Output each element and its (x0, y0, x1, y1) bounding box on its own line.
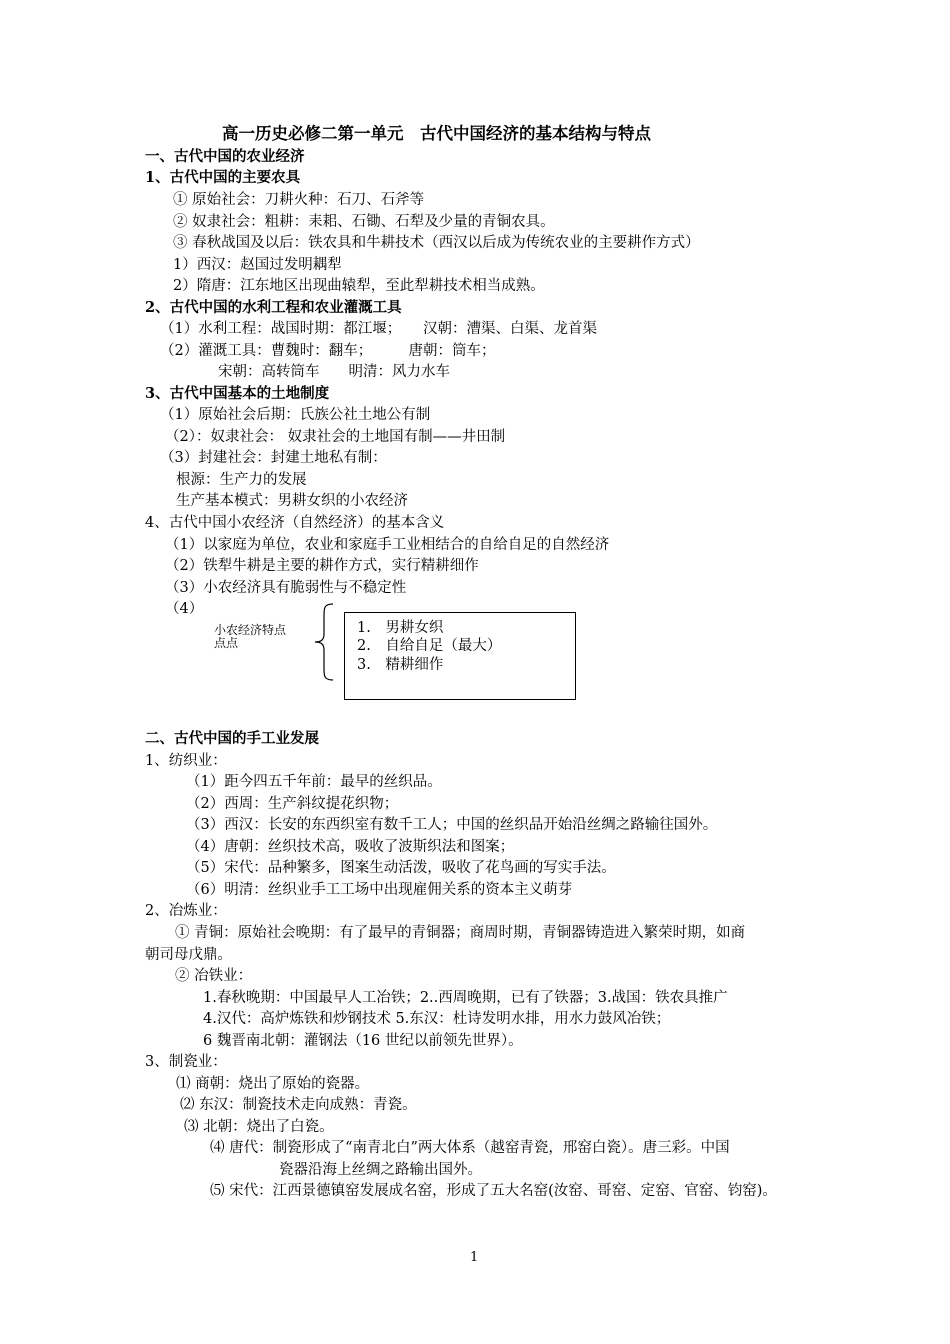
feature-label: 小农经济特点 (214, 623, 287, 637)
list-item: 1. 男耕女织 (357, 620, 444, 636)
subheading-porcelain: 3、制瓷业： (145, 1054, 227, 1070)
list-item: （2）铁犁牛耕是主要的耕作方式，实行精耕细作 (165, 558, 479, 574)
list-item: ① 原始社会：刀耕火种：石刀、石斧等 (173, 192, 425, 208)
list-item: （6）明清：丝织业手工工场中出现雇佣关系的资本主义萌芽 (186, 882, 573, 898)
list-item: 3. 精耕细作 (357, 657, 444, 673)
list-item: 1.春秋晚期：中国最早人工冶铁；2..西周晚期，已有了铁器；3.战国：铁农具推广 (203, 990, 728, 1006)
list-item: （1）以家庭为单位，农业和家庭手工业相结合的自给自足的自然经济 (165, 537, 610, 553)
list-item: （3）小农经济具有脆弱性与不稳定性 (165, 580, 407, 596)
list-item: 2）隋唐：江东地区出现曲辕犁，至此犁耕技术相当成熟。 (173, 278, 545, 294)
list-item: （1）原始社会后期：氏族公社土地公有制 (160, 407, 431, 423)
section-2-heading: 二、古代中国的手工业发展 (145, 730, 319, 747)
list-item: 瓷器沿海上丝绸之路输出国外。 (279, 1162, 482, 1178)
list-item: ② 奴隶社会：粗耕：耒耜、石锄、石犁及少量的青铜农具。 (173, 214, 555, 230)
list-item: 6 魏晋南北朝：灌钢法（16 世纪以前领先世界）。 (203, 1033, 523, 1049)
list-item: ① 青铜：原始社会晚期：有了最早的青铜器；商周时期，青铜器铸造进入繁荣时期，如商 (175, 925, 746, 941)
list-item: （1）距今四五千年前：最早的丝织品。 (186, 774, 442, 790)
list-item: ⑴ 商朝：烧出了原始的瓷器。 (176, 1076, 370, 1092)
list-item: 根源：生产力的发展 (176, 472, 307, 488)
brace-icon (313, 602, 335, 682)
list-item: 1）西汉：赵国过发明耦犁 (173, 257, 342, 273)
list-item: （2）：奴隶社会： 奴隶社会的土地国有制——井田制 (165, 429, 506, 445)
subheading-land-system: 3、古代中国基本的土地制度 (145, 385, 330, 402)
list-item: ③ 春秋战国及以后：铁农具和牛耕技术（西汉以后成为传统农业的主要耕作方式） (173, 235, 700, 251)
list-item: 生产基本模式：男耕女织的小农经济 (176, 493, 408, 509)
list-item: 4.汉代：高炉炼铁和炒钢技术 5.东汉：杜诗发明水排，用水力鼓风冶铁； (203, 1011, 671, 1027)
list-item: ⑶ 北朝：烧出了白瓷。 (184, 1119, 334, 1135)
list-item: ⑵ 东汉：制瓷技术走向成熟：青瓷。 (180, 1097, 417, 1113)
subheading-farm-tools: 1、古代中国的主要农具 (145, 169, 301, 186)
list-item: （4）唐朝：丝织技术高，吸收了波斯织法和图案； (186, 839, 515, 855)
list-item: （1）水利工程：战国时期：都江堰； 汉朝：漕渠、白渠、龙首渠 (160, 321, 597, 337)
section-1-heading: 一、古代中国的农业经济 (145, 148, 305, 165)
page-number: 1 (470, 1250, 479, 1265)
list-item: ⑸ 宋代：江西景德镇窑发展成名窑，形成了五大名窑(汝窑、哥窑、定窑、官窑、钧窑)。 (210, 1183, 777, 1199)
list-item: （2）灌溉工具：曹魏时：翻车； 唐朝：筒车； (160, 343, 496, 359)
list-item: ② 冶铁业： (175, 968, 253, 984)
list-item: （5）宋代：品种繁多，图案生动活泼，吸收了花鸟画的写实手法。 (186, 860, 616, 876)
subheading-metallurgy: 2、冶炼业： (145, 903, 227, 919)
list-item: （2）西周：生产斜纹提花织物； (186, 796, 399, 812)
feature-label-suffix: 点点 (214, 636, 239, 650)
subheading-small-peasant-economy: 4、古代中国小农经济（自然经济）的基本含义 (145, 515, 445, 531)
list-item: （3）西汉：长安的东西织室有数千工人；中国的丝织品开始沿丝绸之路输往国外。 (186, 817, 718, 833)
list-item: （3）封建社会：封建土地私有制： (160, 450, 387, 466)
subheading-textile: 1、纺织业： (145, 753, 227, 769)
subheading-irrigation: 2、古代中国的水利工程和农业灌溉工具 (145, 299, 402, 316)
list-item: 朝司母戊鼎。 (145, 947, 232, 963)
list-item: 2. 自给自足（最大） (357, 638, 502, 654)
list-item: （4） (165, 601, 204, 617)
list-item: 宋朝：高转筒车 明清：风力水车 (218, 364, 450, 380)
list-item: ⑷ 唐代：制瓷形成了“南青北白”两大体系（越窑青瓷，邢窑白瓷）。唐三彩。中国 (210, 1140, 730, 1156)
document-title: 高一历史必修二第一单元 古代中国经济的基本结构与特点 (222, 124, 651, 143)
